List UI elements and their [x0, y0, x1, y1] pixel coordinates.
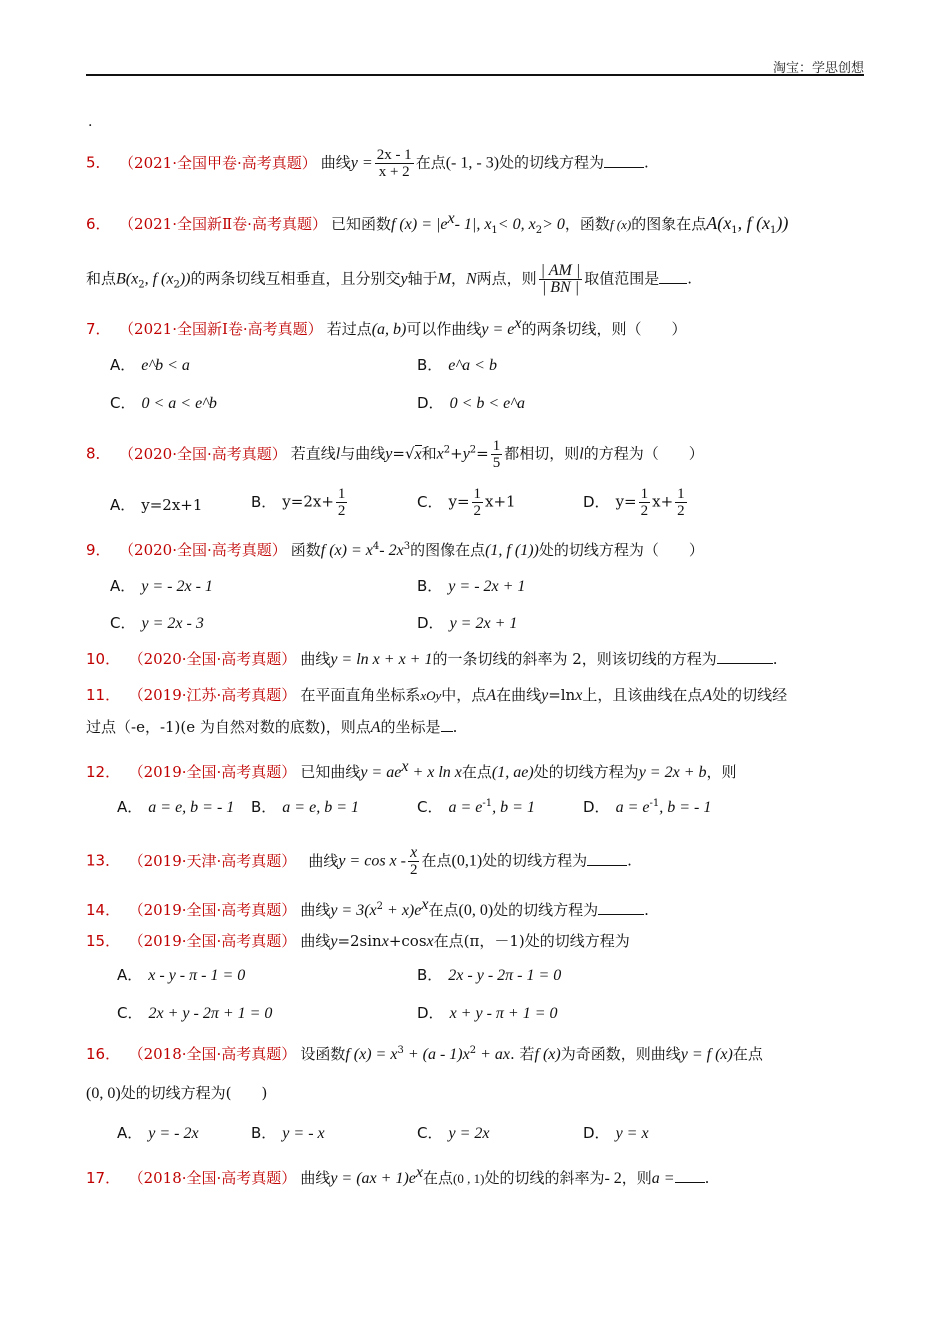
question-13: 13． （2019·天津·高考真题） 曲线y = cos x - $\frac{x}{2}$ 在点(0,1)处的切线方程为 .	[86, 844, 632, 878]
option-b[interactable]: B． y = - x	[251, 1124, 325, 1142]
question-source: （2018·全国·高考真题）	[136, 1169, 297, 1187]
question-number: 6．	[86, 215, 111, 233]
question-8: 8． （2020·全国·高考真题） 若直线l与曲线y=√x和$x^2+y^2=$ $\frac{1}{5}$ 都相切，则l的方程为（ ）	[86, 438, 704, 471]
option-b[interactable]: B． y=2x+ $\frac{1}{2}$	[251, 486, 346, 519]
question-15: 15． （2019·全国·高考真题） 曲线y=2sinx+cosx在点(π，－1)处的切线方程为	[86, 932, 630, 950]
question-number: 16．	[86, 1045, 121, 1063]
option-a[interactable]: A． e^b < a	[110, 356, 190, 374]
answer-blank	[441, 717, 453, 732]
question-number: 12．	[86, 763, 121, 781]
answer-blank	[675, 1168, 705, 1183]
option-a[interactable]: A． y=2x+1	[110, 496, 203, 514]
answer-blank	[587, 851, 627, 866]
question-11-line-2: 过点（-e，-1)(e 为自然对数的底数)，则点A的坐标是 .	[86, 718, 458, 736]
option-d[interactable]: D． x + y - π + 1 = 0	[417, 1004, 558, 1022]
answer-blank	[717, 649, 773, 664]
question-number: 8．	[86, 444, 111, 463]
question-11: 11． （2019·江苏·高考真题） 在平面直角坐标系xOy中，点A在曲线y=lnx上，且该曲线在点A处的切线经	[86, 686, 788, 704]
fraction: $\frac{1}{5}$	[492, 438, 501, 471]
option-a[interactable]: A． y = - 2x	[117, 1124, 199, 1142]
option-c[interactable]: C． 0 < a < e^b	[110, 394, 217, 412]
question-number: 5．	[86, 153, 111, 172]
option-b[interactable]: B． 2x - y - 2π - 1 = 0	[417, 966, 562, 984]
option-b[interactable]: B． y = - 2x + 1	[417, 577, 526, 595]
question-source: （2019·天津·高考真题）	[136, 851, 297, 870]
option-b[interactable]: B． a = e, b = 1	[251, 798, 359, 816]
question-source: （2021·全国新Ⅱ卷·高考真题）	[126, 215, 327, 233]
fraction: $\frac{x}{2}$	[409, 844, 418, 878]
header-rule	[86, 74, 864, 76]
header-text: 淘宝：学思创想	[772, 61, 864, 76]
option-c[interactable]: C． y= $\frac{1}{2}$ x+1	[417, 486, 516, 519]
fraction: $\frac{2x - 1}{x + 2}$	[376, 147, 412, 180]
question-source: （2019·全国·高考真题）	[136, 763, 297, 781]
question-10: 10． （2020·全国·高考真题） 曲线y = ln x + x + 1的一条切线的斜率为 2，则该切线的方程为 .	[86, 650, 778, 668]
option-a[interactable]: A． y = - 2x - 1	[110, 577, 213, 595]
option-d[interactable]: D． 0 < b < e^a	[417, 394, 526, 412]
question-12: 12． （2019·全国·高考真题） 已知曲线$y = ae^x + x$ ln x在点(1, ae)处的切线方程为y = 2x + b，则	[86, 758, 737, 781]
question-16-line-2: (0, 0)处的切线方程为( )	[86, 1084, 268, 1102]
option-c[interactable]: C． $a = e^{-1}$, b = 1	[417, 798, 535, 816]
question-source: （2020·全国·高考真题）	[136, 650, 297, 668]
option-c[interactable]: C． y = 2x - 3	[110, 614, 204, 632]
question-source: （2020·全国·高考真题）	[126, 444, 287, 463]
question-number: 15．	[86, 932, 121, 950]
question-5: 5． （2021·全国甲卷·高考真题） 曲线y = $\frac{2x - 1}{x + 2}$ 在点(- 1, - 3)处的切线方程为 .	[86, 147, 649, 180]
question-source: （2019·江苏·高考真题）	[136, 686, 297, 704]
option-d[interactable]: D． y = 2x + 1	[417, 614, 518, 632]
question-6: 6． （2021·全国新Ⅱ卷·高考真题） 已知函数f $(x) = |e^x-$ 1|, $x_1< 0$, $x_2> 0$，函数f (x)的图象在点$A(x_1$, f $(x_1)$)	[86, 210, 789, 236]
lead-dot: .	[88, 114, 93, 130]
question-number: 14．	[86, 901, 121, 919]
question-source: （2018·全国·高考真题）	[136, 1045, 297, 1063]
answer-blank	[598, 900, 644, 915]
question-source: （2019·全国·高考真题）	[136, 932, 297, 950]
question-7: 7． （2021·全国新Ⅰ卷·高考真题） 若过点(a, b)可以作曲线$y = e^x$的两条切线，则（ ）	[86, 315, 687, 338]
answer-blank	[659, 269, 687, 284]
option-d[interactable]: D． y= $\frac{1}{2}$ x+ $\frac{1}{2}$	[583, 486, 685, 519]
question-number: 11．	[86, 686, 121, 704]
question-number: 17．	[86, 1169, 121, 1187]
question-source: （2021·全国新Ⅰ卷·高考真题）	[126, 320, 323, 338]
option-a[interactable]: A． a = e, b = - 1	[117, 798, 235, 816]
question-number: 10．	[86, 650, 121, 668]
option-a[interactable]: A． x - y - π - 1 = 0	[117, 966, 246, 984]
question-source: （2020·全国·高考真题）	[126, 541, 287, 559]
option-d[interactable]: D． y = x	[583, 1124, 649, 1142]
question-16: 16． （2018·全国·高考真题） 设函数f $(x) = x^3 + (a - 1)x^2$ + ax. 若f (x)为奇函数，则曲线y = f (x)在点	[86, 1045, 763, 1063]
option-c[interactable]: C． 2x + y - 2π + 1 = 0	[117, 1004, 273, 1022]
question-number: 7．	[86, 320, 111, 338]
question-number: 9．	[86, 541, 111, 559]
question-source: （2021·全国甲卷·高考真题）	[126, 153, 317, 172]
question-14: 14． （2019·全国·高考真题） 曲线$y = 3(x^2 + x)e^x$在点(0, 0)处的切线方程为 .	[86, 896, 649, 919]
option-c[interactable]: C． y = 2x	[417, 1124, 490, 1142]
answer-blank	[604, 153, 644, 168]
question-source: （2019·全国·高考真题）	[136, 901, 297, 919]
question-9: 9． （2020·全国·高考真题） 函数f $(x) = x^4-$ $2x^3$的图像在点(1, f (1))处的切线方程为（ ）	[86, 541, 704, 559]
question-number: 13．	[86, 851, 121, 870]
question-17: 17． （2018·全国·高考真题） 曲线$y = (ax + 1)e^x$在点(0 , 1)处的切线的斜率为- 2，则a = .	[86, 1164, 710, 1187]
option-d[interactable]: D． $a = e^{-1}$, b = - 1	[583, 798, 712, 816]
option-b[interactable]: B． e^a < b	[417, 356, 497, 374]
fraction: $\frac{| AM |}{| BN |}$	[540, 262, 581, 296]
question-6-line-2: 和点$B(x_2$, f $(x_2)$)的两条切线互相垂直，且分别交y轴于M，N两点，则 $\frac{| AM |}{| BN |}$ 取值范围是 .	[86, 262, 693, 296]
